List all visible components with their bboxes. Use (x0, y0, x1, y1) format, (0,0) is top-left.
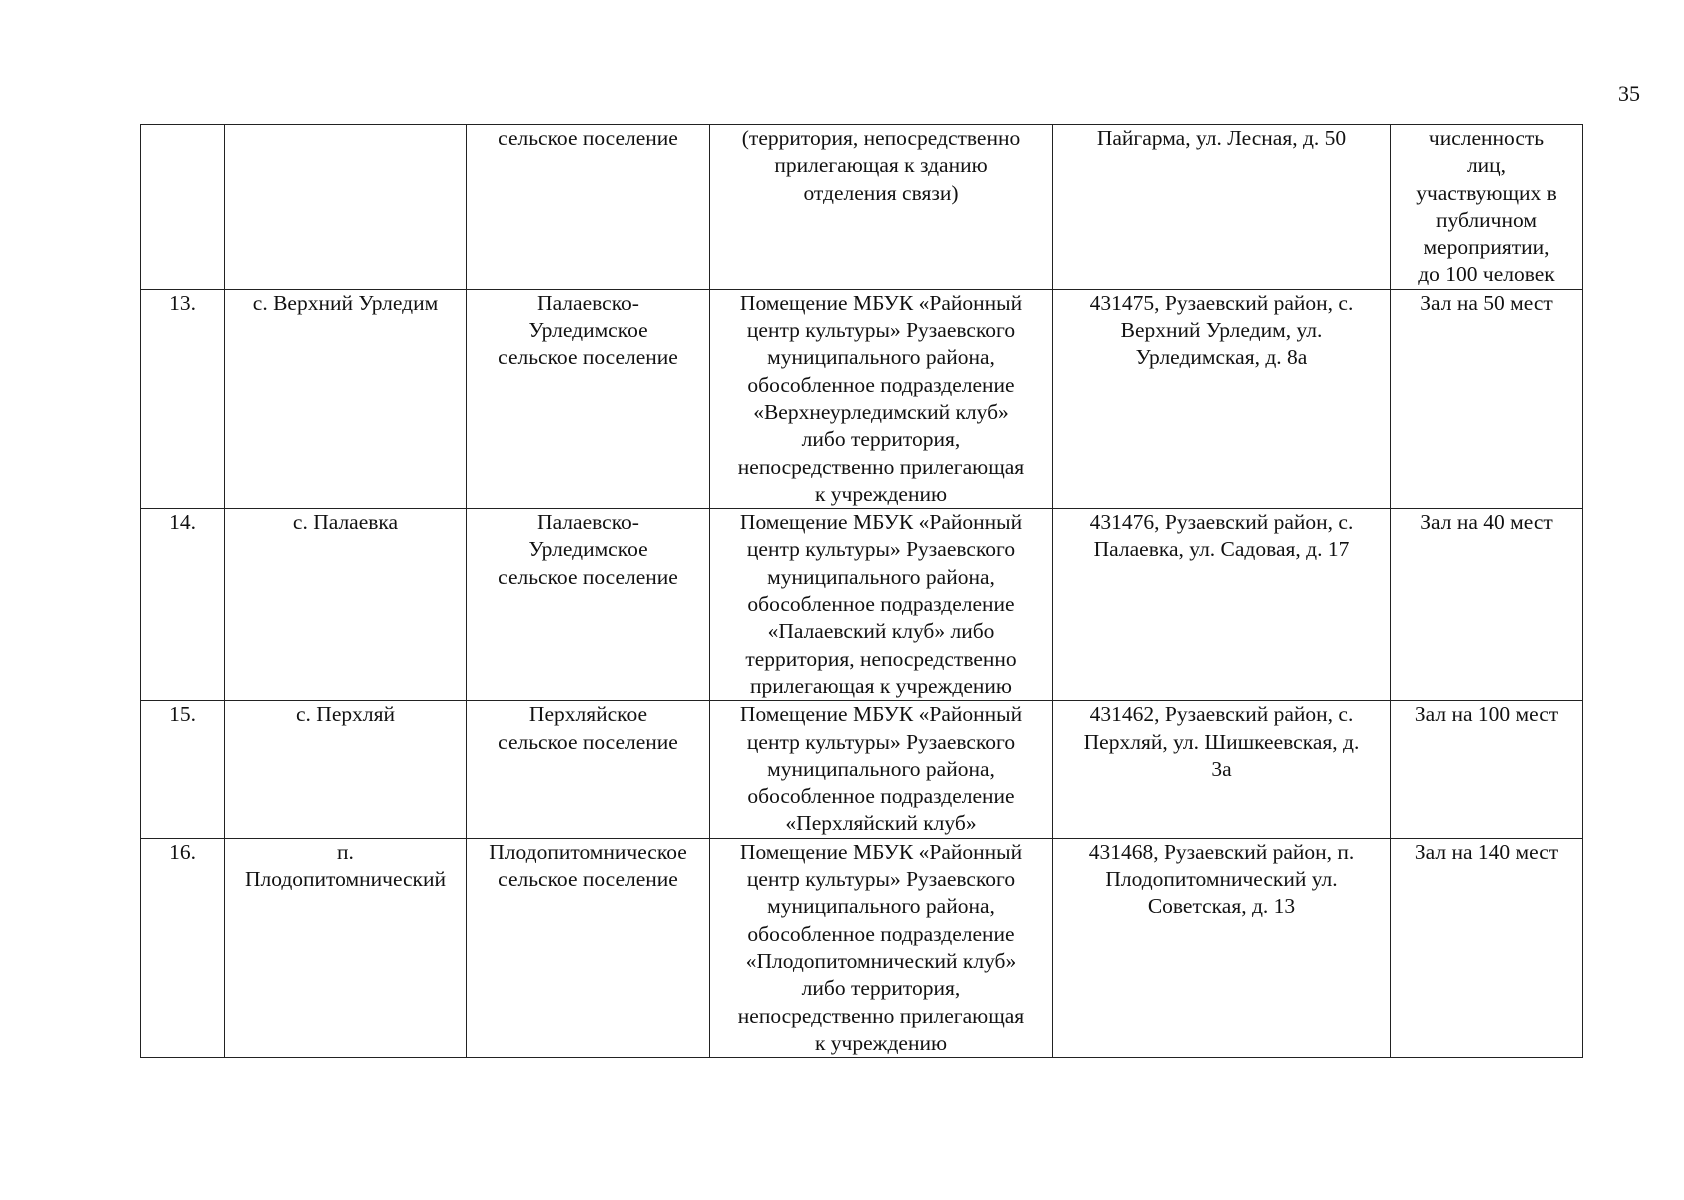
locality-text: с. Верхний Урледим (252, 290, 439, 315)
capacity-cell (1391, 701, 1583, 838)
capacity-text: Зал на 100 мест (1414, 702, 1559, 727)
settlement-text: Плодопитомническое сельское поселение (489, 839, 687, 892)
address-cell (1053, 701, 1391, 838)
locality-cell (225, 509, 467, 701)
venue-cell (710, 838, 1053, 1057)
capacity-text: Зал на 40 мест (1420, 510, 1553, 535)
row-number: 16. (169, 839, 196, 864)
address-cell (1053, 289, 1391, 508)
capacity-text: Зал на 140 мест (1414, 839, 1559, 864)
venues-table (140, 124, 1583, 1058)
settlement-cell (467, 701, 710, 838)
row-number-cell (141, 701, 225, 838)
capacity-cell (1391, 838, 1583, 1057)
capacity-text: численность лиц, участвующих в публичном мероприятии, до 100 человек (1416, 126, 1557, 287)
capacity-cell (1391, 289, 1583, 508)
settlement-text: Палаевско- Урледимское сельское поселение (498, 510, 678, 589)
capacity-cell (1391, 125, 1583, 290)
table-row (141, 838, 1583, 1057)
row-number-cell (141, 125, 225, 290)
venue-text: Помещение МБУК «Районный центр культуры» Рузаевского муниципального района, обособленное подразделение «Верхнеурледимский клуб» либо территория, непосредственно прилегающая к учреждению (737, 290, 1025, 506)
row-number-cell (141, 289, 225, 508)
venue-text: Помещение МБУК «Районный центр культуры» Рузаевского муниципального района, обособленное подразделение «Перхляйский клуб» (739, 702, 1023, 836)
settlement-text: Палаевско- Урледимское сельское поселение (498, 290, 678, 370)
capacity-text: Зал на 50 мест (1420, 290, 1553, 315)
address-text: 431462, Рузаевский район, с. Перхляй, ул. Шишкеевская, д. 3а (1083, 702, 1360, 781)
venue-text: Помещение МБУК «Районный центр культуры» Рузаевского муниципального района, обособленное подразделение «Плодопитомнический клуб» либо территория, непосредственно прилегающая к учреждению (737, 839, 1025, 1055)
capacity-cell (1391, 509, 1583, 701)
locality-text: с. Перхляй (296, 702, 395, 727)
venue-cell (710, 289, 1053, 508)
locality-cell (225, 125, 467, 290)
locality-text: п. Плодопитомнический (244, 839, 447, 892)
address-text: Пайгарма, ул. Лесная, д. 50 (1096, 126, 1347, 150)
locality-cell (225, 701, 467, 838)
venue-cell (710, 701, 1053, 838)
locality-cell (225, 838, 467, 1057)
locality-text: с. Палаевка (292, 510, 399, 535)
row-number: 14. (169, 510, 196, 535)
row-number-cell (141, 509, 225, 701)
address-cell (1053, 125, 1391, 290)
settlement-cell (467, 289, 710, 508)
venue-cell (710, 509, 1053, 701)
settlement-cell (467, 838, 710, 1057)
row-number: 15. (169, 702, 196, 727)
venue-text: (территория, непосредственно прилегающая к зданию отделения связи) (741, 126, 1021, 205)
row-number-cell (141, 838, 225, 1057)
locality-cell (225, 289, 467, 508)
settlement-cell (467, 509, 710, 701)
venue-cell (710, 125, 1053, 290)
settlement-text: Перхляйское сельское поселение (498, 702, 678, 754)
address-text: 431475, Рузаевский район, с. Верхний Урледим, ул. Урледимская, д. 8а (1089, 290, 1354, 370)
table-row (141, 509, 1583, 701)
venue-text: Помещение МБУК «Районный центр культуры» Рузаевского муниципального района, обособленное подразделение «Палаевский клуб» либо территория, непосредственно прилегающая к учреждению (739, 510, 1023, 698)
address-cell (1053, 509, 1391, 701)
table-row (141, 289, 1583, 508)
address-text: 431468, Рузаевский район, п. Плодопитомнический ул. Советская, д. 13 (1088, 839, 1355, 919)
table-row (141, 125, 1583, 290)
table-row (141, 701, 1583, 838)
row-number: 13. (169, 290, 196, 315)
settlement-cell (467, 125, 710, 290)
address-text: 431476, Рузаевский район, с. Палаевка, ул. Садовая, д. 17 (1089, 510, 1354, 562)
address-cell (1053, 838, 1391, 1057)
settlement-text: сельское поселение (498, 126, 678, 150)
page-number: 35 (1618, 81, 1640, 106)
